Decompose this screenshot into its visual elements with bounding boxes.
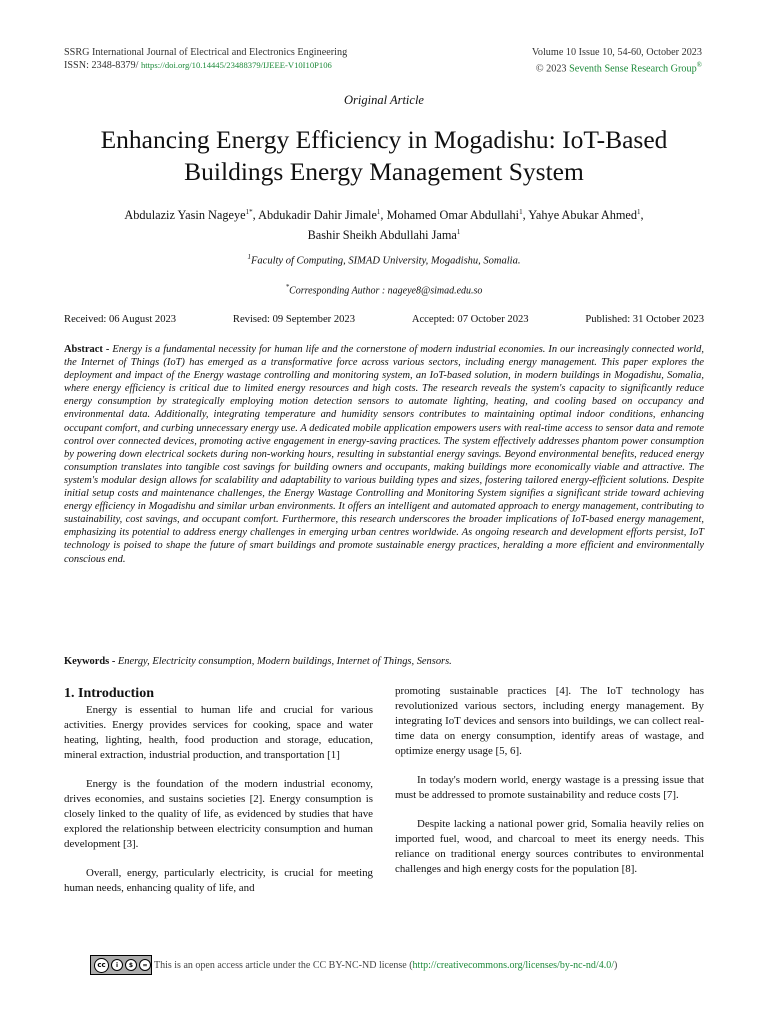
body-column-left (64, 686, 373, 910)
volume-header (532, 46, 702, 75)
affiliation (0, 253, 768, 267)
paragraph: promoting sustainable practices [4]. The IoT technology has revolutionized various sectors, including energy management. By integrating IoT devices and sensors into buildings, we can collect real-time data on energy consumption, identify areas of wastage, and optimize energy usage [5, 6]. (395, 685, 704, 757)
copyright-line (532, 59, 702, 75)
corresponding-text: Corresponding Author : nageye8@simad.edu.so (289, 285, 483, 297)
journal-name: SSRG International Journal of Electrical and Electronics Engineering (64, 47, 348, 58)
registered-mark: ® (696, 61, 702, 69)
affiliation-sup: 1 (247, 253, 251, 261)
author-affil-sup: 1* (245, 208, 253, 216)
authors-line-2 (40, 224, 728, 244)
cc-license-badge[interactable] (90, 955, 152, 975)
paragraph: Despite lacking a national power grid, Somalia heavily relies on imported fuel, wood, and charcoal to meet its energy needs. This reliance on traditional energy sources contributes to environmental challenges and high energy costs for the population [8]. (395, 818, 704, 875)
license-footer (90, 955, 617, 975)
keywords (64, 656, 704, 667)
author-name: , Abdukadir Dahir Jimale (252, 208, 377, 223)
paragraph: Overall, energy, particularly electricity, is crucial for meeting human needs, enhancing quality of life, and (64, 867, 373, 894)
title-line-1: Enhancing Energy Efficiency in Mogadishu: IoT-Based (100, 125, 668, 154)
accepted-date: Accepted: 07 October 2023 (411, 314, 529, 325)
paper-title (40, 124, 728, 188)
authors-line-1 (40, 204, 728, 224)
revised-date: Revised: 09 September 2023 (232, 314, 356, 325)
corresponding-author (0, 283, 768, 296)
paragraph: In today's modern world, energy wastage is a pressing issue that must be addressed to promote sustainability and reduce costs [7]. (395, 774, 704, 801)
license-text: This is an open access article under the CC BY-NC-ND license ( (154, 959, 413, 971)
article-dates (64, 314, 704, 325)
author-affil-sup: 1 (376, 208, 381, 216)
abstract-text: Energy is a fundamental necessity for human life and the cornerstone of modern industrial economies. In our increasingly connected world, the Internet of Things (IoT) has emerged as a transformative force across various sectors, including energy management. This paper explores the deployment and impact of the Energy wastage controlling and monitoring system, an IoT-based solution, in modern buildings in Mogadishu, Somalia, where energy efficiency is critical due to limited energy resources and high costs. The research reveals the system's capacity to significantly reduce energy consumption by strategically employing motion detection sensors to automate lighting, heating, and cooling based on occupancy and environmental data. Additionally, integrating temperature and humidity sensors contributes to maintaining optimal indoor conditions, enhancing occupant comfort, and curbing unnecessary energy use. A dedicated mobile application empowers users with real-time access to sensor data and remote control over connected devices, promoting active engagement in energy-saving practices. The system effectively addresses phantom power consumption by powering down electrical sockets during non-working hours, resulting in substantial energy savings. Beyond environmental benefits, reduced energy consumption translates into tangible cost savings for building owners and occupants, making buildings more economically viable and attractive. The system's modular design allows for scalability and adaptability to various building types and sizes, fostering tailored energy-efficient solutions. Despite initial setup costs and maintenance challenges, the Energy Wastage Controlling and Monitoring System signifies a significant stride toward achieving energy efficiency in Mogadishu and similar urban environments. It offers an intelligent and automated approach to energy management, contributing to sustainability, cost savings, and occupant comfort. Furthermore, this research underscores the broader implications of IoT-based energy management, emphasizing its potential to address energy challenges in emerging urban centres worldwide. As ongoing research and development efforts persist, IoT technology is poised to shape the future of smart buildings and promote sustainable energy practices, heralding a more efficient and environmentally conscious end. (64, 344, 704, 565)
issn: ISSN: 2348-8379/ (64, 60, 139, 71)
author-name: Bashir Sheikh Abdullahi Jama (307, 228, 457, 243)
author-affil-sup: 1 (637, 208, 641, 216)
keywords-label: Keywords - (64, 656, 116, 667)
copyright: © 2023 (535, 63, 567, 75)
author-affil-sup: 1 (456, 228, 461, 237)
author-name: , Mohamed Omar Abdullahi (380, 208, 520, 223)
nc-icon: $ (125, 959, 137, 971)
abstract (64, 343, 704, 566)
keywords-text: Energy, Electricity consumption, Modern buildings, Internet of Things, Sensors. (117, 656, 452, 667)
author-name: , Yahye Abukar Ahmed (522, 208, 638, 223)
author-separator: , (640, 208, 644, 223)
article-type: Original Article (344, 93, 424, 107)
license-close: ) (613, 959, 618, 971)
issn-line (64, 59, 347, 72)
affiliation-text: Faculty of Computing, SIMAD University, Mogadishu, Somalia. (251, 255, 521, 267)
corresponding-sup: * (285, 283, 290, 291)
received-date: Received: 06 August 2023 (64, 314, 177, 325)
paragraph: Energy is the foundation of the modern industrial economy, drives economies, and sustains societies [2]. Energy consumption is closely linked to the quality of life, as evidenced by studies that have explored the relationship between electricity consumption and human development [3]. (64, 778, 373, 850)
abstract-label: Abstract - (64, 344, 110, 355)
body-column-right (395, 684, 704, 891)
license-link[interactable]: http://creativecommons.org/licenses/by-nc-nd/4.0/ (412, 959, 614, 971)
nd-icon: = (139, 959, 151, 971)
published-date: Published: 31 October 2023 (585, 314, 704, 325)
title-line-2: Buildings Energy Management System (184, 157, 584, 186)
author-affil-sup: 1 (519, 208, 523, 216)
section-heading: 1. Introduction (64, 686, 154, 701)
author-list (40, 204, 728, 244)
publisher-name[interactable]: Seventh Sense Research Group (569, 63, 697, 75)
volume-info: Volume 10 Issue 10, 54-60, October 2023 (531, 47, 702, 58)
doi-link[interactable]: https://doi.org/10.14445/23488379/IJEEE-V10I10P106 (140, 60, 332, 70)
cc-icon: cc (94, 958, 109, 973)
paragraph: Energy is essential to human life and crucial for various activities. Energy provides services for cooking, space and water heating, lighting, health, food production and storage, education, mineral extraction, industrial production, and transportation [1] (64, 704, 373, 761)
author-name: Abdulaziz Yasin Nageye (124, 208, 246, 223)
by-icon: i (111, 959, 123, 971)
journal-header (64, 46, 347, 72)
